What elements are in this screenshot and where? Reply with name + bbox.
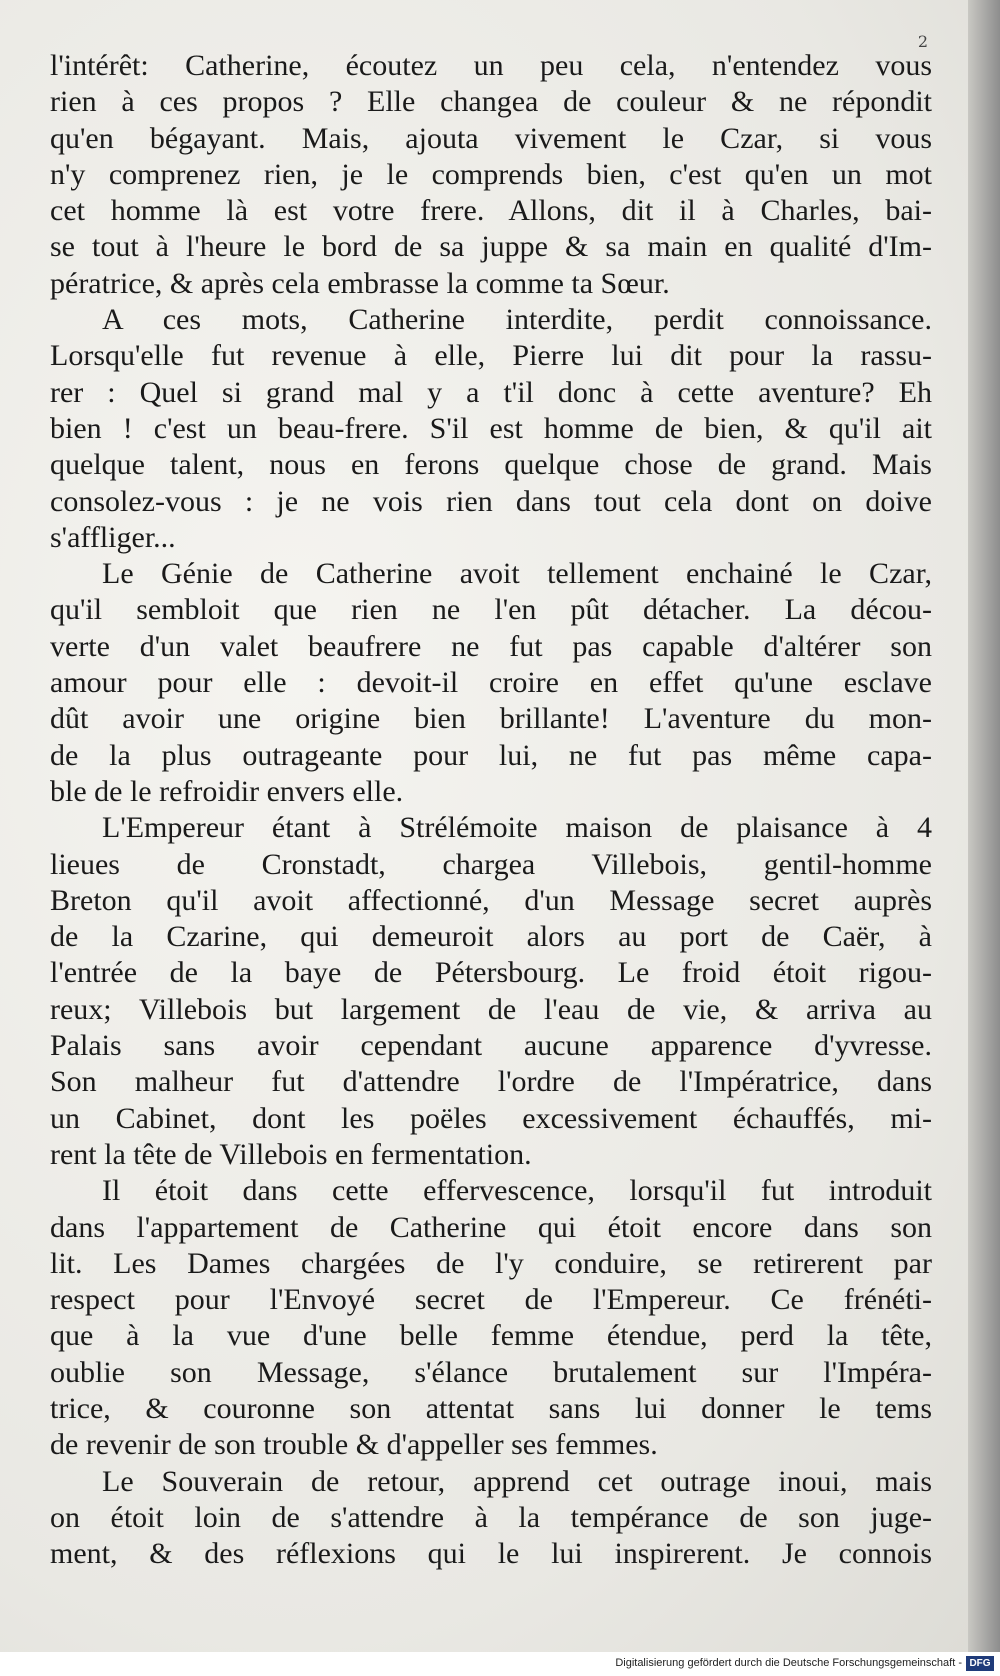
text-line: Lorsqu'elle fut revenue à elle, Pierre lui dit pour la rassu- xyxy=(50,339,932,373)
text-line: respect pour l'Envoyé secret de l'Empereur. Ce frénéti- xyxy=(50,1283,932,1317)
text-line: rent la tête de Villebois en fermentation. xyxy=(50,1137,532,1171)
text-line: rien à ces propos ? Elle changea de couleur & ne répondit xyxy=(50,85,932,119)
digitization-footer xyxy=(0,1652,1000,1676)
page-text xyxy=(50,48,932,1572)
text-line: dût avoir une origine bien brillante! L'aventure du mon- xyxy=(50,702,932,736)
text-line: de la plus outrageante pour lui, ne fut pas même capa- xyxy=(50,738,932,772)
text-line: bien ! c'est un beau-frere. S'il est homme de bien, & qu'il ait xyxy=(50,411,932,445)
text-line: Le Souverain de retour, apprend cet outrage inoui, mais xyxy=(102,1464,932,1498)
text-line: lit. Les Dames chargées de l'y conduire, se retirerent par xyxy=(50,1246,932,1280)
footer-credit: Digitalisierung gefördert durch die Deutsche Forschungsgemeinschaft - xyxy=(615,1657,962,1669)
text-line: Il étoit dans cette effervescence, lorsqu'il fut introduit xyxy=(102,1174,932,1208)
text-line: A ces mots, Catherine interdite, perdit connoissance. xyxy=(102,303,932,337)
text-line: de revenir de son trouble & d'appeller ses femmes. xyxy=(50,1428,658,1462)
text-line: l'entrée de la baye de Pétersbourg. Le froid étoit rigou- xyxy=(50,956,932,990)
text-line: lieues de Cronstadt, chargea Villebois, gentil-homme xyxy=(50,847,932,881)
text-line: L'Empereur étant à Strélémoite maison de plaisance à 4 xyxy=(102,811,932,845)
text-line: dans l'appartement de Catherine qui étoit encore dans son xyxy=(50,1210,932,1244)
dfg-logo: DFG xyxy=(966,1656,994,1671)
text-line: verte d'un valet beaufrere ne fut pas capable d'altérer son xyxy=(50,629,932,663)
text-line: rer : Quel si grand mal y a t'il donc à cette aventure? Eh xyxy=(50,375,932,409)
text-line: qu'en bégayant. Mais, ajouta vivement le Czar, si vous xyxy=(50,121,932,155)
text-line: qu'il sembloit que rien ne l'en pût détacher. La décou- xyxy=(50,593,932,627)
text-line: que à la vue d'une belle femme étendue, perd la tête, xyxy=(50,1319,932,1353)
text-line: se tout à l'heure le bord de sa juppe & sa main en qualité d'Im- xyxy=(50,230,932,264)
scan-right-edge xyxy=(968,0,1000,1652)
text-line: trice, & couronne son attentat sans lui donner le tems xyxy=(50,1391,932,1425)
text-line: un Cabinet, dont les poëles excessivement échauffés, mi- xyxy=(50,1101,932,1135)
text-line: de la Czarine, qui demeuroit alors au port de Caër, à xyxy=(50,920,932,954)
text-line: Palais sans avoir cependant aucune apparence d'yvresse. xyxy=(50,1029,932,1063)
text-line: on étoit loin de s'attendre à la tempérance de son juge- xyxy=(50,1500,932,1534)
text-line: pératrice, & après cela embrasse la comme ta Sœur. xyxy=(50,266,670,300)
text-line: cet homme là est votre frere. Allons, dit il à Charles, bai- xyxy=(50,194,932,228)
page-corner-mark: 2 xyxy=(917,32,928,51)
text-line: reux; Villebois but largement de l'eau de vie, & arriva au xyxy=(50,992,932,1026)
text-line: consolez-vous : je ne vois rien dans tout cela dont on doive xyxy=(50,484,932,518)
text-line: Le Génie de Catherine avoit tellement enchainé le Czar, xyxy=(102,557,932,591)
text-line: Breton qu'il avoit affectionné, d'un Message secret auprès xyxy=(50,883,932,917)
text-line: n'y comprenez rien, je le comprends bien, c'est qu'en un mot xyxy=(50,157,932,191)
text-line: Son malheur fut d'attendre l'ordre de l'Impératrice, dans xyxy=(50,1065,932,1099)
text-line: l'intérêt: Catherine, écoutez un peu cela, n'entendez vous xyxy=(50,49,932,82)
text-line: amour pour elle : devoit-il croire en effet qu'une esclave xyxy=(50,666,932,700)
text-line: ment, & des réflexions qui le lui inspirerent. Je connois xyxy=(50,1537,932,1571)
text-line: oublie son Message, s'élance brutalement sur l'Impéra- xyxy=(50,1355,932,1389)
text-line: quelque talent, nous en ferons quelque chose de grand. Mais xyxy=(50,448,932,482)
text-line: ble de le refroidir envers elle. xyxy=(50,774,404,808)
text-line: s'affliger... xyxy=(50,520,176,554)
